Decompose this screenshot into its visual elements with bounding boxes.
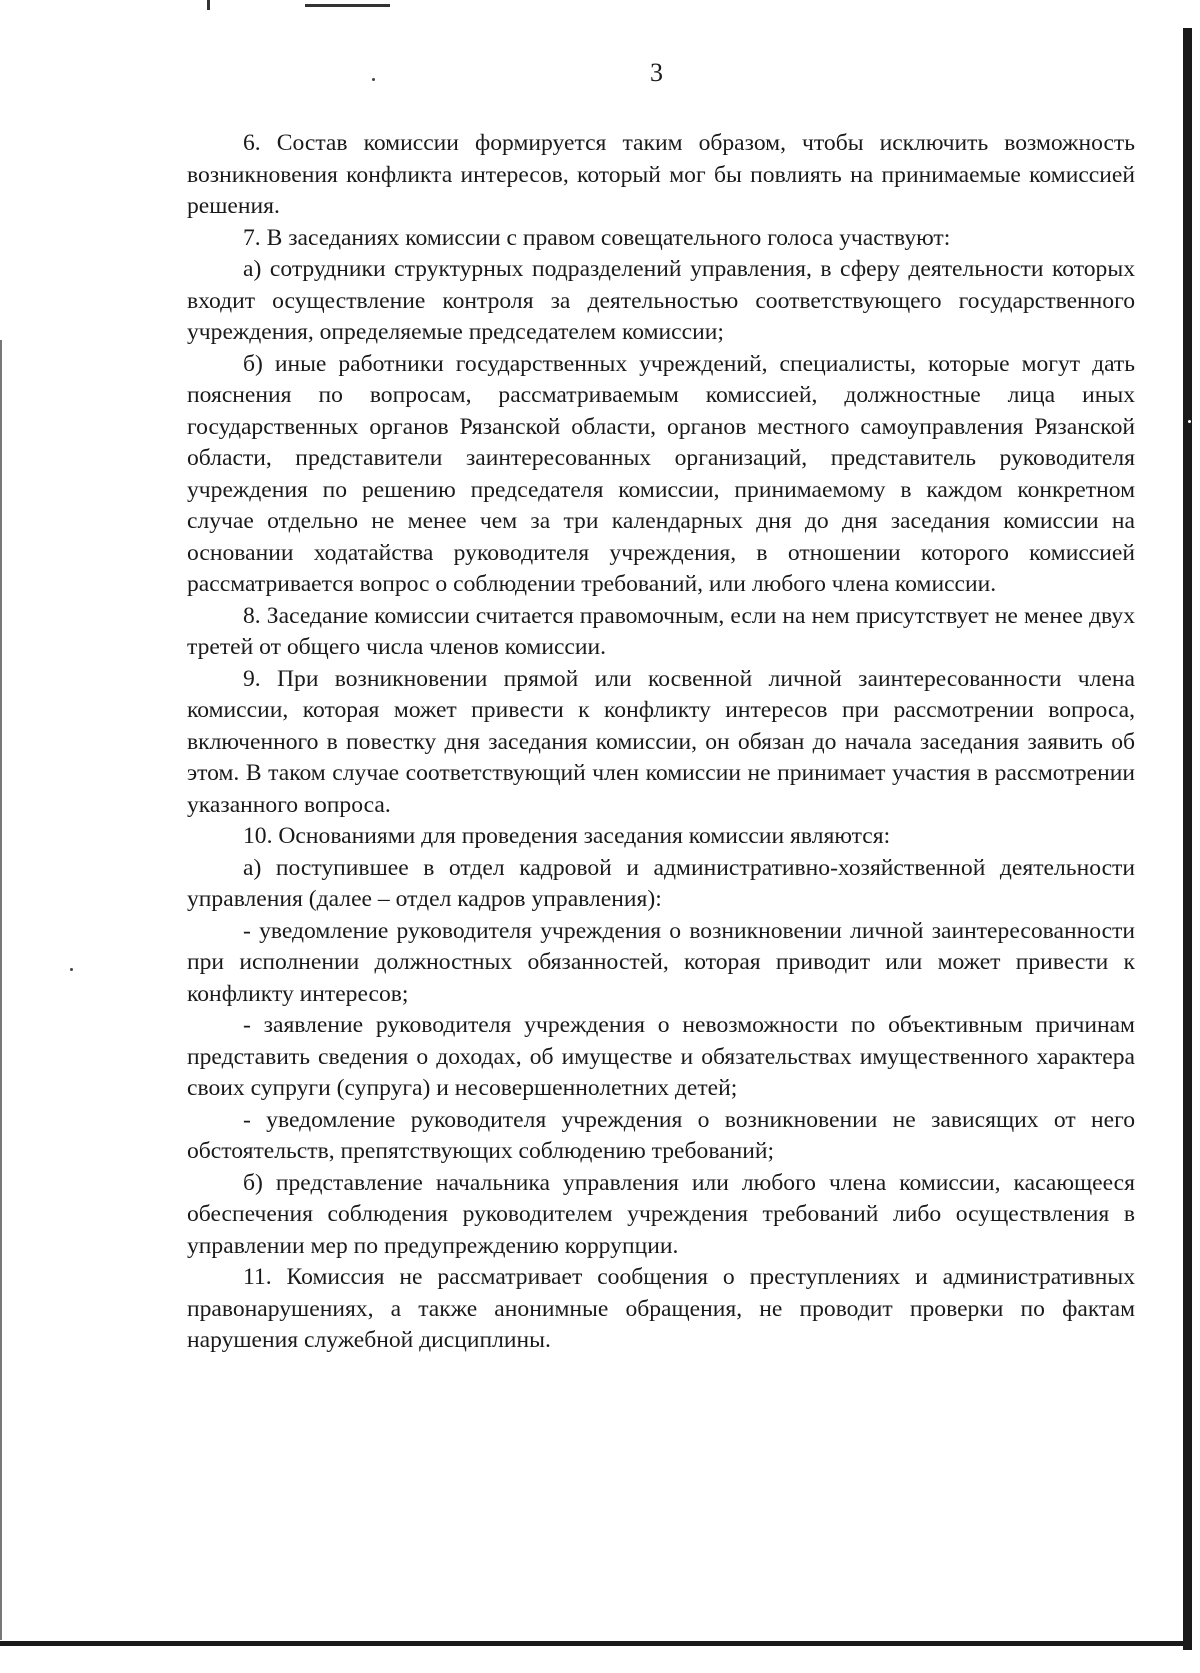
paragraph-10a-item-1: - уведомление руководителя учреждения о возникновении личной заинтересованности при исполнении должностных обязанностей, которая приводит или может привести к конфликту интересов; <box>187 917 1135 1007</box>
paragraph-6: 6. Состав комиссии формируется таким образом, чтобы исключить возможность возникновения конфликта интересов, который мог бы повлиять на принимаемые комиссией решения. <box>187 130 1135 219</box>
scan-artifact-mark <box>207 0 210 10</box>
page-number: 3 <box>650 58 663 87</box>
paragraph-7b: б) иные работники государственных учреждений, специалисты, которые могут дать пояснения по вопросам, рассматриваемым комиссией, должностные лица иных государственных органов Рязанской области, органов местного самоуправления Рязанской области, представители заинтересованных организаций, представитель руководителя учреждения по решению председателя комиссии, принимаемому в каждом конкретном случае отдельно не менее чем за три календарных дня до дня заседания комиссии на основании ходатайства руководителя учреждения, в отношении которого комиссией рассматривается вопрос о соблюдении требований, или любого члена комиссии. <box>187 350 1135 597</box>
paragraph-10a: а) поступившее в отдел кадровой и административно-хозяйственной деятельности управления (далее – отдел кадров управления): <box>187 854 1135 912</box>
paragraph-9: 9. При возникновении прямой или косвенной личной заинтересованности члена комиссии, которая может привести к конфликту интересов при рассмотрении вопроса, включенного в повестку дня заседания комиссии, он обязан до начала заседания заявить об этом. В таком случае соответствующий член комиссии не принимает участия в рассмотрении указанного вопроса. <box>187 665 1135 818</box>
document-body <box>187 128 1135 1357</box>
scan-border-bottom <box>0 1641 1192 1646</box>
paragraph-10b: б) представление начальника управления или любого члена комиссии, касающееся обеспечения соблюдения руководителем учреждения требований либо осуществления в управлении мер по предупреждению коррупции. <box>187 1169 1135 1259</box>
paragraph-10a-item-2: - заявление руководителя учреждения о невозможности по объективным причинам представить сведения о доходах, об имуществе и обязательствах имущественного характера своих супруги (супруга) и несовершеннолетних детей; <box>187 1012 1135 1101</box>
scan-border-left <box>0 340 2 1640</box>
scan-border-right <box>1183 28 1192 1650</box>
scan-speck <box>1188 420 1191 423</box>
paragraph-7a: а) сотрудники структурных подразделений управления, в сферу деятельности которых входит осуществление контроля за деятельностью соответствующего государственного учреждения, определяемые председателем комиссии; <box>187 256 1135 345</box>
scan-speck <box>70 968 73 971</box>
paragraph-8: 8. Заседание комиссии считается правомочным, если на нем присутствует не менее двух третей от общего числа членов комиссии. <box>187 602 1135 660</box>
paragraph-7: 7. В заседаниях комиссии с правом совещательного голоса участвуют: <box>243 224 951 251</box>
paragraph-10: 10. Основаниями для проведения заседания комиссии являются: <box>243 823 891 849</box>
paragraph-11: 11. Комиссия не рассматривает сообщения о преступлениях и административных правонарушениях, а также анонимные обращения, не проводит проверки по фактам нарушения служебной дисциплины. <box>187 1264 1135 1353</box>
scan-artifact-line <box>305 4 390 7</box>
paragraph-10a-item-3: - уведомление руководителя учреждения о возникновении не зависящих от него обстоятельств, препятствующих соблюдению требований; <box>187 1106 1135 1164</box>
